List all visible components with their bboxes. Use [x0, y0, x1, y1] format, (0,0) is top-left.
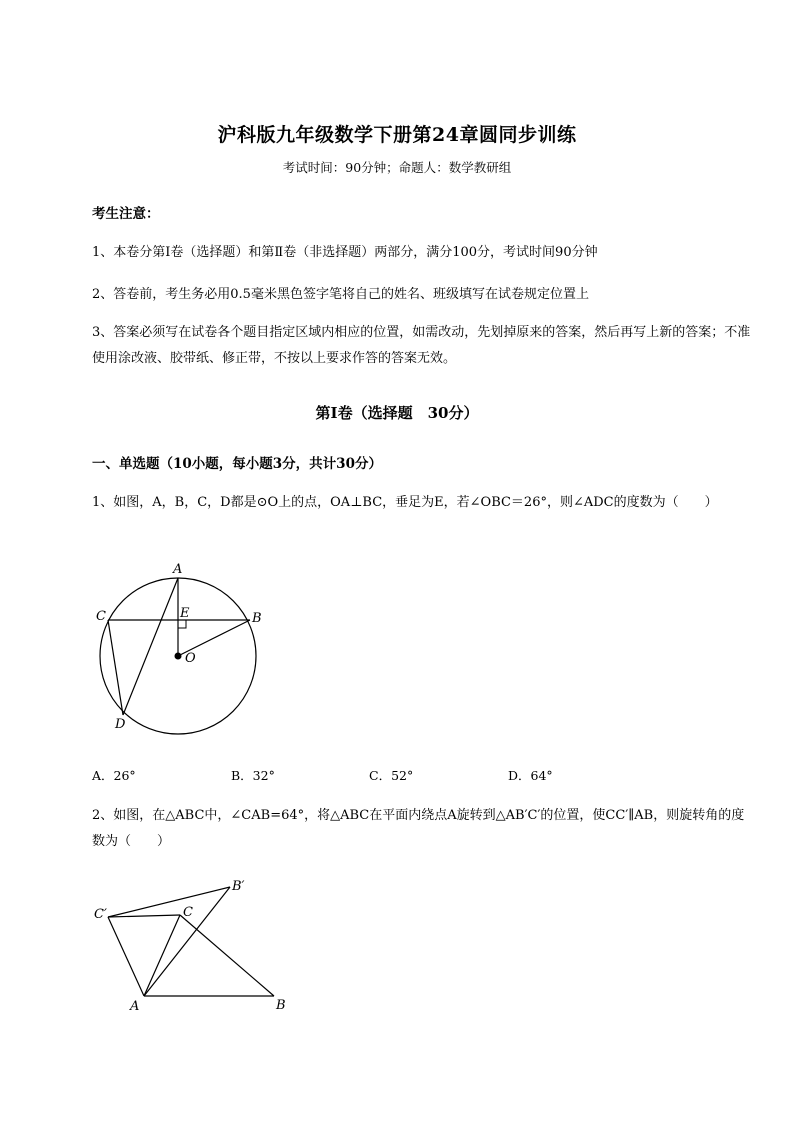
label-a: A — [173, 562, 183, 577]
exam-info: 考试时间：90分钟；命题人：数学教研组 — [282, 160, 512, 175]
figure-rotation — [90, 872, 300, 1017]
question-text: 如图，在△ABC中，∠CAB=64°，将△ABC在平面内绕点A旋转到△AB′C′的位置，使CC′∥AB，则旋转角的度数为（ ） — [92, 808, 745, 849]
label-e: E — [180, 606, 190, 621]
label-c: C — [96, 609, 106, 624]
question-1 — [92, 490, 752, 516]
label-b: B — [252, 611, 262, 626]
segment-cd — [108, 620, 123, 715]
label-o: O — [185, 651, 196, 666]
option-a[interactable]: A．26° — [92, 768, 136, 783]
segment-c-prime-b-prime — [108, 887, 230, 917]
page-title: 沪科版九年级数学下册第24章圆同步训练 — [217, 124, 577, 146]
figure-circle — [90, 555, 270, 745]
segment-ad — [123, 578, 178, 715]
label-a: A — [130, 999, 140, 1014]
label-b: B — [276, 998, 286, 1013]
part-title: 一、单选题（10小题，每小题3分，共计30分） — [92, 456, 382, 472]
segment-ac-prime — [108, 917, 144, 996]
segment-cc-prime — [108, 915, 180, 917]
notice-item-3: 3、答案必须写在试卷各个题目指定区域内相应的位置，如需改动，先划掉原来的答案，然后再写上新的答案；不准使用涂改液、胶带纸、修正带，不按以上要求作答的答案无效。 — [92, 325, 751, 366]
question-number: 2、 — [92, 808, 114, 823]
option-c[interactable]: C．52° — [369, 768, 414, 783]
center-point — [175, 653, 182, 660]
segment-ab-prime — [144, 887, 230, 996]
question-2 — [92, 803, 752, 855]
option-d[interactable]: D．64° — [508, 768, 553, 783]
section-title: 第I卷（选择题 30分） — [315, 404, 479, 422]
segment-ac — [144, 915, 180, 996]
notice-item-1: 1、本卷分第I卷（选择题）和第Ⅱ卷（非选择题）两部分，满分100分，考试时间90分钟 — [92, 245, 598, 260]
label-c-prime: C′ — [94, 907, 107, 922]
question-text: 如图，A，B，C，D都是⊙O上的点，OA⊥BC，垂足为E，若∠OBC＝26°，则∠ADC的度数为（ ） — [113, 495, 718, 510]
notice-item-2: 2、答卷前，考生务必用0.5毫米黑色签字笔将自己的姓名、班级填写在试卷规定位置上 — [92, 287, 589, 302]
notice-heading: 考生注意： — [92, 206, 160, 222]
option-b[interactable]: B．32° — [231, 768, 275, 783]
label-b-prime: B′ — [232, 879, 245, 894]
right-angle-mark — [178, 620, 186, 628]
label-d: D — [115, 717, 126, 732]
question-number: 1、 — [92, 495, 114, 510]
segment-bc — [180, 915, 274, 996]
label-c: C — [183, 905, 193, 920]
